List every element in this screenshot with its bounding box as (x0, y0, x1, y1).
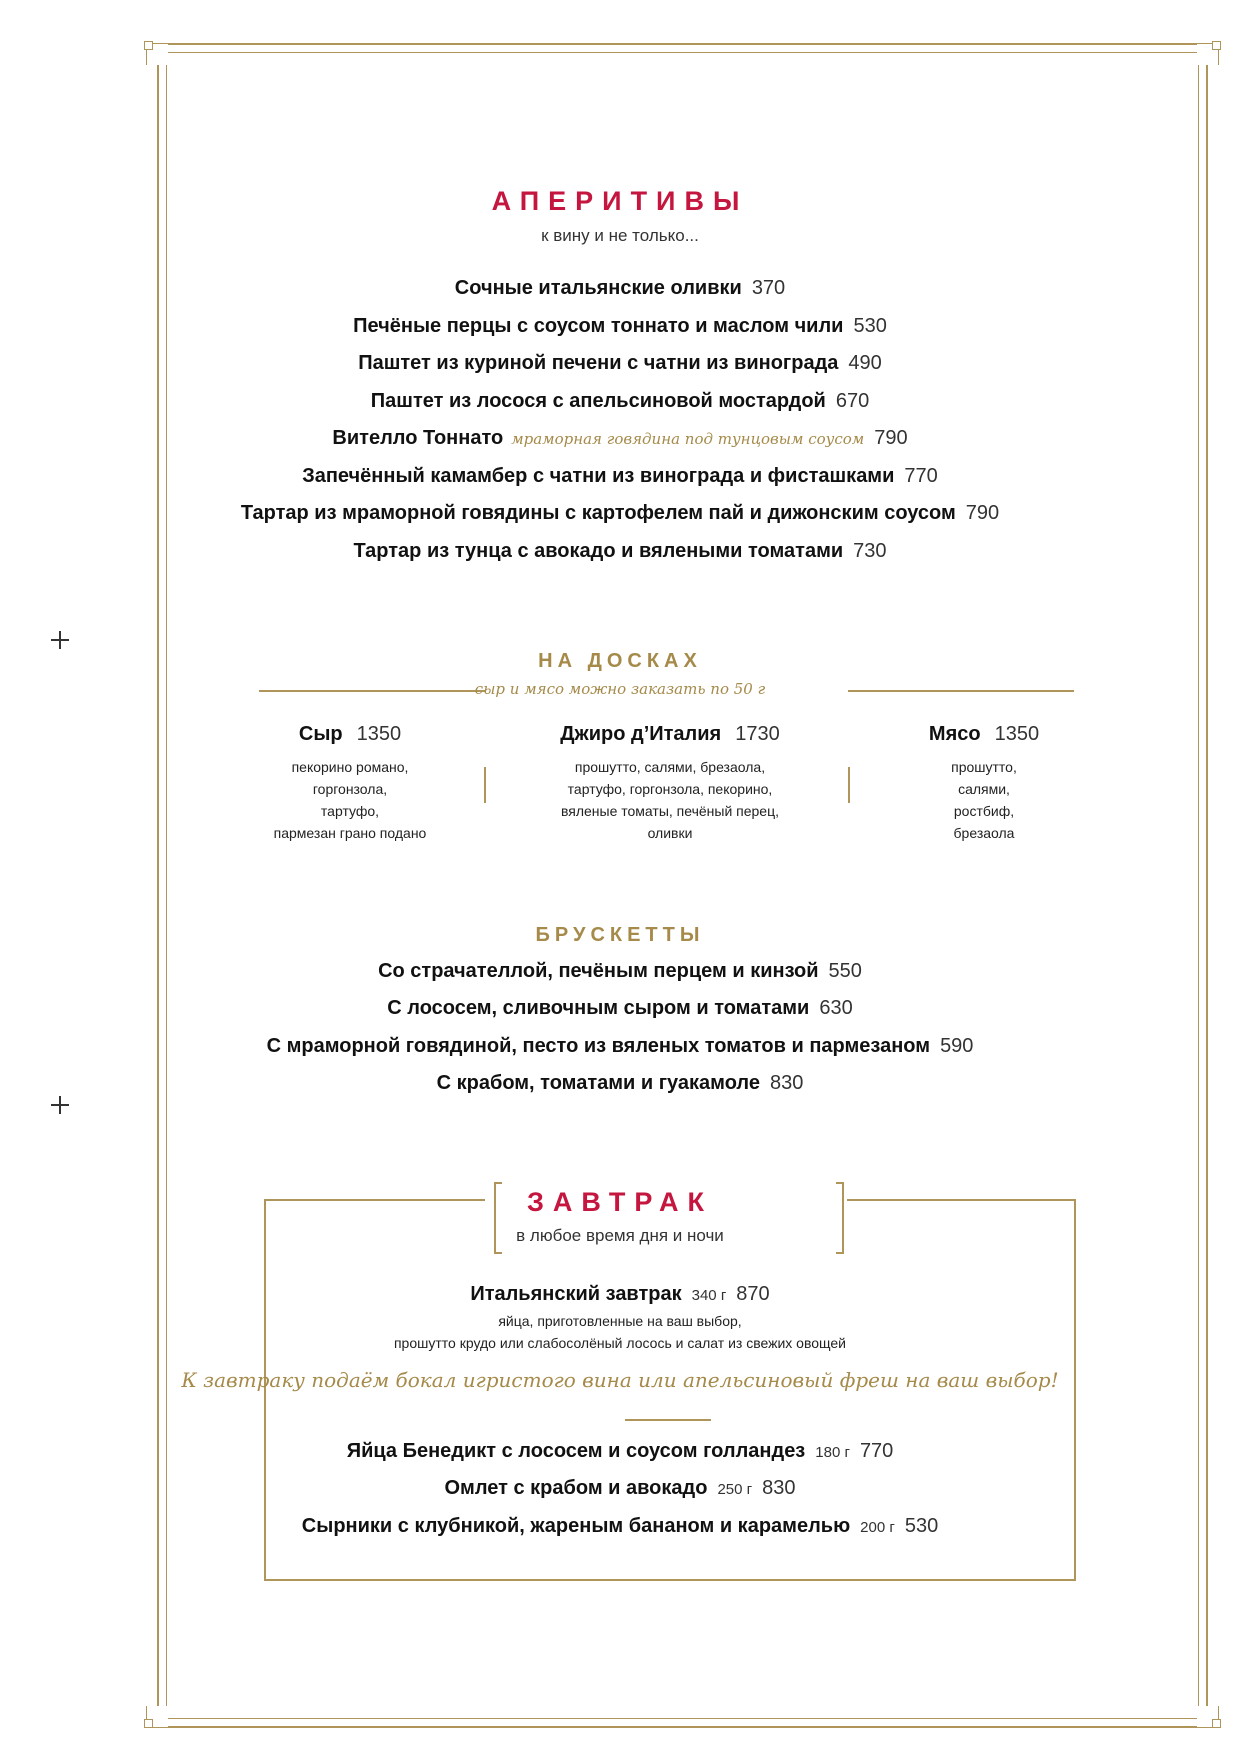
menu-item (0, 997, 1240, 1020)
breakfast-note: К завтраку подаём бокал игристого вина или апельсиновый фреш на ваш выбор! (181, 1368, 1059, 1392)
item-price: 590 (940, 1035, 974, 1057)
item-price: 870 (736, 1283, 770, 1305)
board-giro-ditalia (500, 723, 840, 844)
item-name: Итальянский завтрак (470, 1283, 682, 1305)
board-desc-line: пармезан грано подано (273, 825, 427, 841)
item-name: Омлет с крабом и авокадо (444, 1477, 708, 1499)
item-price: 830 (762, 1477, 796, 1499)
board-desc-line: брезаола (953, 825, 1015, 841)
menu-item (0, 1515, 1240, 1538)
menu-item (0, 540, 1240, 563)
crop-mark-icon (51, 1096, 69, 1114)
item-price: 670 (835, 390, 870, 412)
menu-item (0, 502, 1240, 525)
aperitivy-subtitle: к вину и не только... (541, 226, 699, 245)
menu-item (0, 390, 1240, 413)
bruschetta-title: БРУСКЕТТЫ (535, 924, 705, 946)
item-price: 790 (965, 502, 1000, 524)
board-description (240, 756, 460, 844)
item-name: Тартар из тунца с авокадо и вялеными томатами (353, 540, 844, 562)
menu-item (0, 465, 1240, 488)
item-weight: 340 г (691, 1287, 727, 1304)
breakfast-main-item (0, 1283, 1240, 1306)
item-price: 790 (874, 427, 908, 449)
board-title (500, 723, 840, 746)
menu-item (0, 960, 1240, 983)
item-name: Запечённый камамбер с чатни из винограда и фисташками (302, 465, 895, 487)
item-description: яйца, приготовленные на ваш выбор, (498, 1313, 742, 1329)
menu-item (0, 277, 1240, 300)
item-name: Паштет из куриной печени с чатни из винограда (358, 352, 839, 374)
menu-item (0, 352, 1240, 375)
item-weight: 200 г (860, 1519, 895, 1536)
frame-corner-square (144, 41, 153, 50)
board-description (500, 756, 840, 844)
boards-title: НА ДОСКАХ (538, 650, 702, 672)
item-description: мраморная говядина под тунцовым соусом (511, 430, 865, 448)
board-price: 1350 (356, 723, 402, 745)
aperitivy-title: АПЕРИТИВЫ (491, 186, 749, 216)
item-price: 550 (828, 960, 862, 982)
board-price: 1730 (735, 723, 780, 745)
menu-item (0, 427, 1240, 450)
item-name: Со страчателлой, печёным перцем и кинзой (378, 960, 819, 982)
item-price: 370 (751, 277, 786, 299)
board-desc-line: прошутто, (951, 759, 1017, 775)
board-desc-line: оливки (647, 825, 693, 841)
item-price: 490 (848, 352, 882, 374)
menu-item (0, 1072, 1240, 1095)
board-name: Мясо (928, 723, 981, 745)
item-price: 530 (904, 1515, 939, 1537)
item-description: прошутто крудо или слабосолёный лосось и салат из свежих овощей (393, 1335, 847, 1351)
item-name: Паштет из лосося с апельсиновой мостардой (370, 390, 826, 412)
item-name: Печёные перцы с соусом тоннато и маслом чили (353, 315, 844, 337)
divider (625, 1419, 711, 1421)
board-price: 1350 (994, 723, 1040, 745)
item-name: С лососем, сливочным сыром и томатами (387, 997, 810, 1019)
item-name: Вителло Тоннато (332, 427, 504, 449)
item-weight: 180 г (815, 1444, 850, 1461)
item-price: 770 (859, 1440, 894, 1462)
column-divider (484, 767, 486, 803)
board-description (884, 756, 1084, 844)
board-desc-line: ростбиф, (953, 803, 1015, 819)
breakfast-subtitle: в любое время дня и ночи (516, 1226, 724, 1245)
item-name: С мраморной говядиной, песто из вяленых томатов и пармезаном (266, 1035, 931, 1057)
item-name: Яйца Бенедикт с лососем и соусом голландез (346, 1440, 806, 1462)
menu-item (0, 1035, 1240, 1058)
board-desc-line: салями, (958, 781, 1010, 797)
board-cheese (240, 723, 460, 844)
board-meat (884, 723, 1084, 844)
frame-corner-square (144, 1719, 153, 1728)
menu-item (0, 1477, 1240, 1500)
menu-item (0, 1440, 1240, 1463)
breakfast-title: ЗАВТРАК (527, 1187, 713, 1217)
crop-mark-icon (51, 631, 69, 649)
board-desc-line: вяленые томаты, печёный перец, (560, 803, 780, 819)
item-price: 730 (853, 540, 887, 562)
menu-item (0, 315, 1240, 338)
board-desc-line: горгонзола, (312, 781, 388, 797)
item-price: 830 (770, 1072, 804, 1094)
item-name: С крабом, томатами и гуакамоле (436, 1072, 760, 1094)
frame-corner-square (1212, 1719, 1221, 1728)
boards-subtitle: сыр и мясо можно заказать по 50 г (474, 680, 766, 698)
board-name: Сыр (298, 723, 343, 745)
board-title (884, 723, 1084, 746)
item-price: 770 (904, 465, 938, 487)
frame-corner-square (1212, 41, 1221, 50)
board-desc-line: прошутто, салями, брезаола, (574, 759, 766, 775)
item-price: 530 (853, 315, 887, 337)
board-desc-line: пекорино романо, (291, 759, 409, 775)
item-price: 630 (819, 997, 853, 1019)
item-weight: 250 г (717, 1481, 753, 1498)
board-desc-line: тартуфо, горгонзола, пекорино, (567, 781, 773, 797)
item-name: Сочные итальянские оливки (454, 277, 742, 299)
item-name: Тартар из мраморной говядины с картофелем пай и дижонским соусом (240, 502, 956, 524)
item-name: Сырники с клубникой, жареным бананом и карамелью (301, 1515, 851, 1537)
column-divider (848, 767, 850, 803)
board-desc-line: тартуфо, (320, 803, 380, 819)
board-title (240, 723, 460, 746)
board-name: Джиро д’Италия (560, 723, 722, 745)
